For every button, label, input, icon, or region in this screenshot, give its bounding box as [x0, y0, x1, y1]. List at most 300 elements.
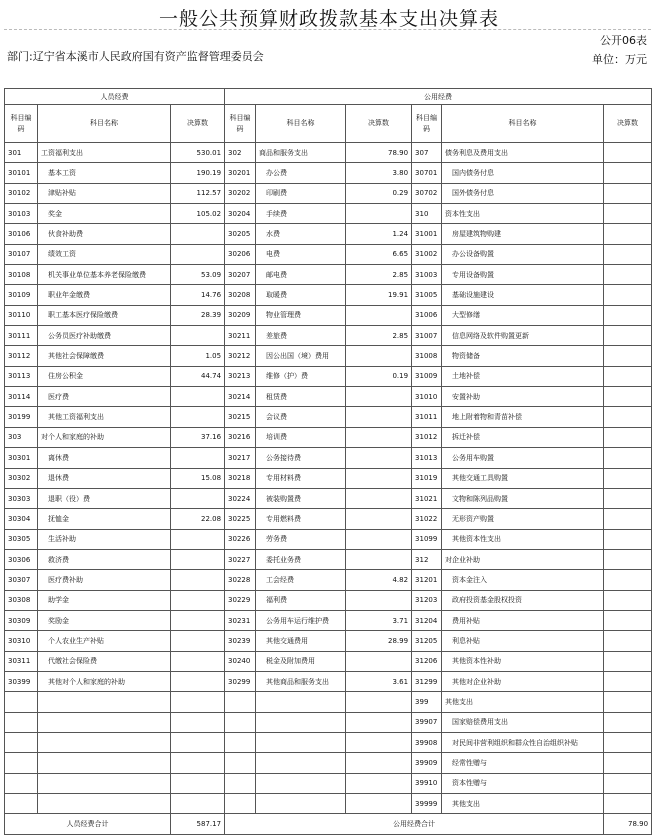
cell-code: 30239: [225, 631, 256, 651]
cell-amount: [604, 753, 652, 773]
cell-code: 39910: [412, 773, 442, 793]
cell-amount: [604, 732, 652, 752]
cell-name: 伙食补助费: [38, 224, 171, 244]
table-row: [5, 163, 652, 183]
cell-code: 30224: [225, 488, 256, 508]
cell-amount: 3.80: [346, 163, 412, 183]
section-personnel: 人员经费: [5, 89, 225, 105]
cell-name: 奖金: [38, 204, 171, 224]
cell-name: 房屋建筑物购建: [442, 224, 604, 244]
cell-code: 31010: [412, 387, 442, 407]
cell-code: [225, 732, 256, 752]
cell-amount: [171, 610, 225, 630]
cell-name: 绩效工资: [38, 244, 171, 264]
cell-name: 专用材料费: [256, 468, 346, 488]
cell-amount: [346, 468, 412, 488]
cell-name: 福利费: [256, 590, 346, 610]
cell-amount: [604, 163, 652, 183]
cell-amount: [604, 326, 652, 346]
cell-code: 31205: [412, 631, 442, 651]
cell-code: 31019: [412, 468, 442, 488]
cell-name: 因公出国（境）费用: [256, 346, 346, 366]
cell-name: 债务利息及费用支出: [442, 143, 604, 163]
cell-name: 大型修缮: [442, 305, 604, 325]
cell-amount: [604, 448, 652, 468]
cell-name: 医疗费: [38, 387, 171, 407]
cell-code: 39907: [412, 712, 442, 732]
cell-code: 30110: [5, 305, 38, 325]
cell-name: 其他社会保障缴费: [38, 346, 171, 366]
header-name: 科目名称: [442, 105, 604, 143]
cell-amount: 19.91: [346, 285, 412, 305]
cell-amount: [604, 529, 652, 549]
cell-code: 31003: [412, 265, 442, 285]
table-row: [5, 651, 652, 671]
cell-amount: [171, 773, 225, 793]
cell-name: 资本性支出: [442, 204, 604, 224]
cell-name: 机关事业单位基本养老保险缴费: [38, 265, 171, 285]
cell-amount: [604, 224, 652, 244]
cell-amount: [604, 773, 652, 793]
header-amount: 决算数: [171, 105, 225, 143]
cell-code: 30216: [225, 427, 256, 447]
cell-amount: 44.74: [171, 366, 225, 386]
cell-amount: [604, 244, 652, 264]
cell-code: 39909: [412, 753, 442, 773]
table-row: [5, 224, 652, 244]
cell-amount: 14.76: [171, 285, 225, 305]
table-row: [5, 712, 652, 732]
table-row: [5, 692, 652, 712]
cell-name: 租赁费: [256, 387, 346, 407]
cell-amount: [604, 285, 652, 305]
cell-name: [256, 773, 346, 793]
cell-amount: 28.39: [171, 305, 225, 325]
cell-code: 30399: [5, 671, 38, 691]
table-row: [5, 143, 652, 163]
cell-code: 31204: [412, 610, 442, 630]
cell-amount: [604, 265, 652, 285]
cell-name: 取暖费: [256, 285, 346, 305]
cell-name: 被装购置费: [256, 488, 346, 508]
cell-name: 其他对企业补助: [442, 671, 604, 691]
cell-amount: [346, 732, 412, 752]
cell-name: 抚恤金: [38, 509, 171, 529]
cell-code: 302: [225, 143, 256, 163]
cell-name: 职工基本医疗保险缴费: [38, 305, 171, 325]
cell-name: 退职（役）费: [38, 488, 171, 508]
table-row: [5, 610, 652, 630]
cell-amount: 530.01: [171, 143, 225, 163]
header-code: 科目编码: [5, 105, 38, 143]
cell-name: 公务员医疗补助缴费: [38, 326, 171, 346]
public-total-value: 78.90: [604, 814, 652, 834]
cell-name: 基础设施建设: [442, 285, 604, 305]
cell-code: 30308: [5, 590, 38, 610]
cell-name: 其他资本性补助: [442, 651, 604, 671]
table-row: [5, 346, 652, 366]
cell-code: 30227: [225, 549, 256, 569]
table-row: [5, 427, 652, 447]
cell-code: 30205: [225, 224, 256, 244]
cell-code: 30213: [225, 366, 256, 386]
cell-code: 30101: [5, 163, 38, 183]
cell-name: [256, 794, 346, 814]
cell-amount: [604, 509, 652, 529]
cell-name: 电费: [256, 244, 346, 264]
cell-amount: 1.05: [171, 346, 225, 366]
cell-name: 国家赔偿费用支出: [442, 712, 604, 732]
cell-code: 31008: [412, 346, 442, 366]
cell-code: 30103: [5, 204, 38, 224]
cell-code: 31011: [412, 407, 442, 427]
cell-name: 专用燃料费: [256, 509, 346, 529]
cell-code: 39908: [412, 732, 442, 752]
table-row: [5, 183, 652, 203]
table-row: [5, 407, 652, 427]
cell-name: 经常性赠与: [442, 753, 604, 773]
header-code: 科目编码: [412, 105, 442, 143]
cell-code: 30215: [225, 407, 256, 427]
cell-name: 工资福利支出: [38, 143, 171, 163]
cell-amount: [171, 712, 225, 732]
table-row: [5, 265, 652, 285]
cell-code: 30114: [5, 387, 38, 407]
cell-amount: 190.19: [171, 163, 225, 183]
cell-amount: [346, 794, 412, 814]
cell-name: 退休费: [38, 468, 171, 488]
cell-code: 30311: [5, 651, 38, 671]
table-row: [5, 732, 652, 752]
cell-code: 30217: [225, 448, 256, 468]
cell-amount: [346, 387, 412, 407]
cell-amount: [171, 732, 225, 752]
cell-amount: 22.08: [171, 509, 225, 529]
cell-amount: [604, 204, 652, 224]
cell-amount: [346, 204, 412, 224]
table-row: [5, 570, 652, 590]
table-row: [5, 468, 652, 488]
cell-amount: [346, 448, 412, 468]
cell-amount: [346, 346, 412, 366]
cell-name: 其他对个人和家庭的补助: [38, 671, 171, 691]
cell-amount: 2.85: [346, 265, 412, 285]
cell-code: 399: [412, 692, 442, 712]
cell-amount: [604, 671, 652, 691]
cell-code: [225, 794, 256, 814]
cell-amount: [604, 570, 652, 590]
cell-code: [5, 753, 38, 773]
cell-code: 30106: [5, 224, 38, 244]
table-row: [5, 631, 652, 651]
cell-name: 对民间非营利组织和群众性自治组织补贴: [442, 732, 604, 752]
cell-amount: [171, 692, 225, 712]
cell-amount: [604, 305, 652, 325]
cell-amount: [604, 183, 652, 203]
cell-name: 公务用车购置: [442, 448, 604, 468]
cell-amount: [171, 671, 225, 691]
table-row: [5, 387, 652, 407]
cell-amount: 3.71: [346, 610, 412, 630]
public-total-label: 公用经费合计: [225, 814, 604, 834]
cell-name: 其他商品和服务支出: [256, 671, 346, 691]
cell-amount: 53.09: [171, 265, 225, 285]
cell-code: 30207: [225, 265, 256, 285]
cell-amount: [346, 712, 412, 732]
header-name: 科目名称: [38, 105, 171, 143]
cell-name: [38, 692, 171, 712]
cell-name: 文物和陈列品购置: [442, 488, 604, 508]
cell-code: 30301: [5, 448, 38, 468]
cell-amount: [346, 590, 412, 610]
cell-code: 30303: [5, 488, 38, 508]
cell-name: 办公费: [256, 163, 346, 183]
cell-amount: 15.08: [171, 468, 225, 488]
cell-amount: [171, 549, 225, 569]
cell-name: 办公设备购置: [442, 244, 604, 264]
cell-code: 31002: [412, 244, 442, 264]
cell-code: [5, 712, 38, 732]
expenditure-table: [4, 88, 652, 835]
table-row: [5, 590, 652, 610]
cell-code: 31206: [412, 651, 442, 671]
cell-code: 31005: [412, 285, 442, 305]
cell-amount: [604, 346, 652, 366]
cell-name: 离休费: [38, 448, 171, 468]
cell-amount: [604, 794, 652, 814]
cell-amount: [604, 712, 652, 732]
cell-amount: 0.29: [346, 183, 412, 203]
cell-amount: [346, 651, 412, 671]
cell-name: 手续费: [256, 204, 346, 224]
cell-name: 国外债务付息: [442, 183, 604, 203]
cell-code: 30304: [5, 509, 38, 529]
cell-name: 代缴社会保险费: [38, 651, 171, 671]
table-row: [5, 794, 652, 814]
cell-code: 30201: [225, 163, 256, 183]
cell-amount: 112.57: [171, 183, 225, 203]
cell-code: 301: [5, 143, 38, 163]
cell-name: 生活补助: [38, 529, 171, 549]
department-label: 部门:辽宁省本溪市人民政府国有资产监督管理委员会: [7, 50, 264, 63]
table-row: [5, 488, 652, 508]
cell-amount: [171, 529, 225, 549]
cell-name: 其他资本性支出: [442, 529, 604, 549]
cell-name: 其他支出: [442, 794, 604, 814]
cell-code: 39999: [412, 794, 442, 814]
cell-amount: [346, 529, 412, 549]
table-row: [5, 671, 652, 691]
cell-code: 30226: [225, 529, 256, 549]
cell-name: 土地补偿: [442, 366, 604, 386]
cell-code: 30702: [412, 183, 442, 203]
header-amount: 决算数: [346, 105, 412, 143]
cell-name: 助学金: [38, 590, 171, 610]
cell-amount: [604, 590, 652, 610]
cell-code: 31012: [412, 427, 442, 447]
cell-name: 医疗费补助: [38, 570, 171, 590]
cell-amount: [346, 488, 412, 508]
cell-amount: [346, 509, 412, 529]
cell-amount: [604, 387, 652, 407]
cell-amount: [171, 244, 225, 264]
totals-row: [5, 814, 652, 834]
header-frame: [4, 29, 651, 31]
cell-code: 30218: [225, 468, 256, 488]
cell-name: 费用补贴: [442, 610, 604, 630]
cell-code: 30229: [225, 590, 256, 610]
cell-name: 职业年金缴费: [38, 285, 171, 305]
cell-amount: [171, 570, 225, 590]
cell-name: 安置补助: [442, 387, 604, 407]
table-row: [5, 244, 652, 264]
cell-name: 地上附着物和青苗补偿: [442, 407, 604, 427]
cell-amount: [171, 631, 225, 651]
cell-code: 31201: [412, 570, 442, 590]
cell-name: [256, 732, 346, 752]
cell-code: 30228: [225, 570, 256, 590]
cell-code: 30113: [5, 366, 38, 386]
cell-amount: [604, 407, 652, 427]
cell-amount: [346, 692, 412, 712]
cell-amount: [171, 753, 225, 773]
cell-code: 30306: [5, 549, 38, 569]
cell-amount: [604, 366, 652, 386]
cell-code: 30202: [225, 183, 256, 203]
cell-code: 310: [412, 204, 442, 224]
cell-code: 31021: [412, 488, 442, 508]
cell-amount: [604, 549, 652, 569]
cell-name: 其他工资福利支出: [38, 407, 171, 427]
cell-name: 个人农业生产补贴: [38, 631, 171, 651]
table-row: [5, 773, 652, 793]
cell-name: [38, 794, 171, 814]
cell-code: 307: [412, 143, 442, 163]
cell-name: [38, 753, 171, 773]
cell-code: 30701: [412, 163, 442, 183]
cell-amount: [604, 610, 652, 630]
cell-name: 其他支出: [442, 692, 604, 712]
cell-code: 30231: [225, 610, 256, 630]
cell-amount: 105.02: [171, 204, 225, 224]
cell-code: [5, 692, 38, 712]
cell-code: 31099: [412, 529, 442, 549]
cell-name: 对企业补助: [442, 549, 604, 569]
cell-name: 救济费: [38, 549, 171, 569]
cell-name: 其他交通费用: [256, 631, 346, 651]
cell-code: 30302: [5, 468, 38, 488]
cell-code: [225, 692, 256, 712]
cell-name: 印刷费: [256, 183, 346, 203]
cell-name: 物资储备: [442, 346, 604, 366]
cell-name: [38, 712, 171, 732]
cell-code: 31022: [412, 509, 442, 529]
cell-amount: [171, 326, 225, 346]
cell-amount: [171, 590, 225, 610]
header-code: 科目编码: [225, 105, 256, 143]
cell-amount: [346, 427, 412, 447]
cell-name: 邮电费: [256, 265, 346, 285]
cell-amount: [346, 549, 412, 569]
page-title: 一般公共预算财政拨款基本支出决算表: [158, 8, 499, 30]
cell-code: 30112: [5, 346, 38, 366]
cell-code: 30211: [225, 326, 256, 346]
cell-name: 对个人和家庭的补助: [38, 427, 171, 447]
cell-name: 水费: [256, 224, 346, 244]
cell-amount: 4.82: [346, 570, 412, 590]
cell-name: 国内债务付息: [442, 163, 604, 183]
cell-code: [5, 773, 38, 793]
cell-name: 政府投资基金股权投资: [442, 590, 604, 610]
cell-code: 303: [5, 427, 38, 447]
cell-name: 无形资产购置: [442, 509, 604, 529]
cell-amount: [171, 488, 225, 508]
cell-code: 30111: [5, 326, 38, 346]
cell-name: 工会经费: [256, 570, 346, 590]
cell-code: 31013: [412, 448, 442, 468]
cell-code: 30102: [5, 183, 38, 203]
cell-code: 31009: [412, 366, 442, 386]
cell-code: 30107: [5, 244, 38, 264]
cell-amount: [604, 488, 652, 508]
cell-code: 30240: [225, 651, 256, 671]
cell-amount: [171, 224, 225, 244]
cell-name: 税金及附加费用: [256, 651, 346, 671]
cell-name: 委托业务费: [256, 549, 346, 569]
cell-amount: 6.65: [346, 244, 412, 264]
cell-name: 拆迁补偿: [442, 427, 604, 447]
table-row: [5, 529, 652, 549]
cell-code: 30109: [5, 285, 38, 305]
section-public: 公用经费: [225, 89, 652, 105]
table-row: [5, 549, 652, 569]
cell-name: 会议费: [256, 407, 346, 427]
table-row: [5, 326, 652, 346]
cell-name: 资本性赠与: [442, 773, 604, 793]
cell-code: [225, 712, 256, 732]
cell-amount: [171, 448, 225, 468]
personnel-total-label: 人员经费合计: [5, 814, 171, 834]
cell-code: [225, 753, 256, 773]
cell-name: 基本工资: [38, 163, 171, 183]
cell-code: 31006: [412, 305, 442, 325]
cell-amount: [171, 651, 225, 671]
cell-code: 30212: [225, 346, 256, 366]
cell-name: 差旅费: [256, 326, 346, 346]
cell-name: 奖励金: [38, 610, 171, 630]
cell-amount: 0.19: [346, 366, 412, 386]
cell-code: 312: [412, 549, 442, 569]
cell-code: 30305: [5, 529, 38, 549]
cell-code: [5, 794, 38, 814]
cell-amount: 1.24: [346, 224, 412, 244]
cell-code: 31203: [412, 590, 442, 610]
cell-amount: 3.61: [346, 671, 412, 691]
cell-name: 其他交通工具购置: [442, 468, 604, 488]
table-row: [5, 753, 652, 773]
cell-amount: [604, 143, 652, 163]
cell-code: 30299: [225, 671, 256, 691]
cell-code: 30225: [225, 509, 256, 529]
cell-code: 30214: [225, 387, 256, 407]
cell-amount: [346, 407, 412, 427]
cell-code: 30310: [5, 631, 38, 651]
table-row: [5, 305, 652, 325]
cell-code: 30307: [5, 570, 38, 590]
cell-name: 维修（护）费: [256, 366, 346, 386]
cell-amount: [604, 651, 652, 671]
cell-name: 物业管理费: [256, 305, 346, 325]
